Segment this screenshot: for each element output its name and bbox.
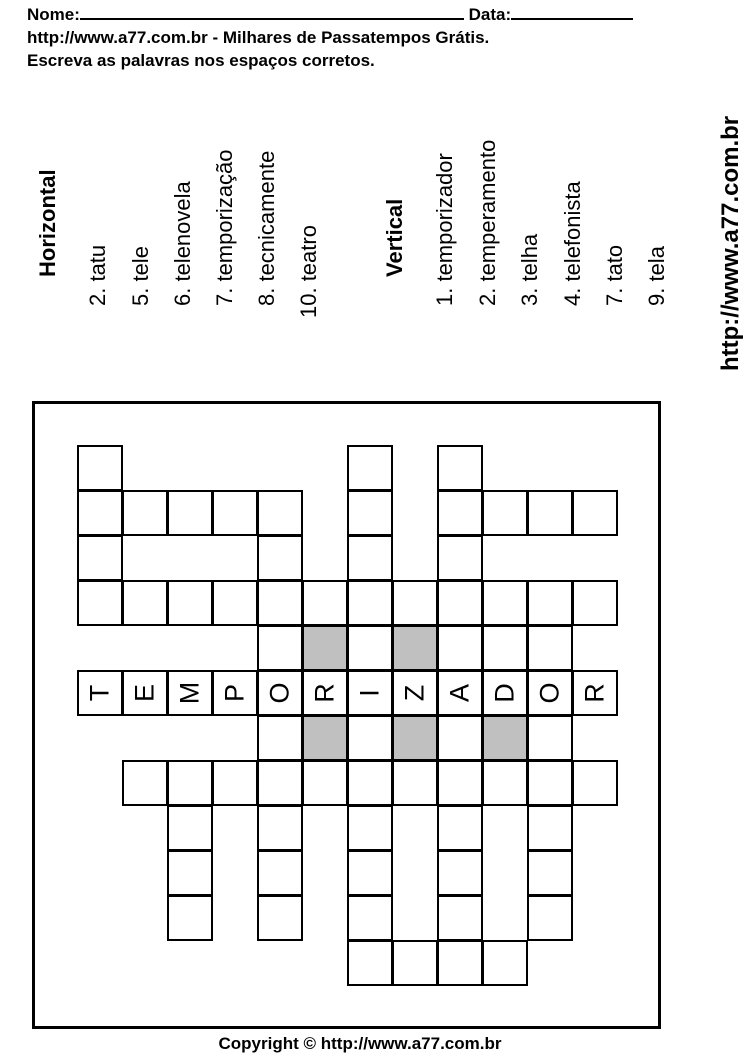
vertical-word-1: 1. temporizador xyxy=(432,153,457,306)
vertical-word-5: 7. tato xyxy=(602,244,627,306)
crossword-cell[interactable] xyxy=(122,760,168,806)
crossword-cell[interactable] xyxy=(77,445,123,491)
horizontal-word-5: 8. tecnicamente xyxy=(254,150,279,306)
crossword-cell[interactable] xyxy=(392,670,438,716)
vertical-word-4: 4. telefonista xyxy=(560,181,585,306)
crossword-cell[interactable] xyxy=(347,760,393,806)
crossword-cell[interactable] xyxy=(392,715,438,761)
crossword-cell[interactable] xyxy=(347,580,393,626)
crossword-cell[interactable] xyxy=(572,670,618,716)
side-url: http://www.a77.com.br xyxy=(717,115,744,371)
horizontal-word-6: 10. teatro xyxy=(296,225,321,318)
crossword-cell[interactable] xyxy=(122,580,168,626)
horizontal-word-1: 2. tatu xyxy=(85,244,110,306)
crossword-cell[interactable] xyxy=(167,895,213,941)
crossword-cell[interactable] xyxy=(527,580,573,626)
crossword-cell[interactable] xyxy=(257,625,303,671)
name-label: Nome: xyxy=(27,5,80,24)
crossword-cell[interactable] xyxy=(347,670,393,716)
site-line: http://www.a77.com.br - Milhares de Passatempos Grátis. xyxy=(27,28,490,47)
crossword-cell[interactable] xyxy=(122,490,168,536)
crossword-letter: I xyxy=(354,689,385,697)
crossword-cell[interactable] xyxy=(347,625,393,671)
crossword-letter: R xyxy=(579,683,610,703)
crossword-cell[interactable] xyxy=(302,580,348,626)
crossword-letter: M xyxy=(174,681,205,705)
crossword-letter: O xyxy=(264,682,295,704)
crossword-cell[interactable] xyxy=(437,760,483,806)
crossword-cell[interactable] xyxy=(437,535,483,581)
crossword-cell[interactable] xyxy=(437,715,483,761)
vertical-word-6: 9. tela xyxy=(644,246,669,306)
crossword-cell[interactable] xyxy=(257,580,303,626)
crossword-cell[interactable] xyxy=(212,670,258,716)
crossword-cell[interactable] xyxy=(302,715,348,761)
crossword-letter: Z xyxy=(399,684,430,702)
crossword-cell[interactable] xyxy=(302,670,348,716)
crossword-cell[interactable] xyxy=(257,670,303,716)
crossword-cell[interactable] xyxy=(302,625,348,671)
crossword-cell[interactable] xyxy=(77,670,123,716)
vertical-word-2: 2. temperamento xyxy=(475,139,500,306)
crossword-cell[interactable] xyxy=(527,625,573,671)
crossword-cell[interactable] xyxy=(572,760,618,806)
crossword-cell[interactable] xyxy=(392,760,438,806)
crossword-cell[interactable] xyxy=(257,895,303,941)
crossword-cell[interactable] xyxy=(257,490,303,536)
crossword-cell[interactable] xyxy=(482,760,528,806)
crossword-letter: R xyxy=(309,683,340,703)
crossword-cell[interactable] xyxy=(437,940,483,986)
crossword-cell[interactable] xyxy=(212,490,258,536)
crossword-cell[interactable] xyxy=(302,760,348,806)
crossword-cell[interactable] xyxy=(167,490,213,536)
crossword-cell[interactable] xyxy=(347,940,393,986)
crossword-cell[interactable] xyxy=(437,670,483,716)
crossword-cell[interactable] xyxy=(392,625,438,671)
crossword-cell[interactable] xyxy=(437,805,483,851)
crossword-cell[interactable] xyxy=(437,895,483,941)
crossword-cell[interactable] xyxy=(77,580,123,626)
crossword-cell[interactable] xyxy=(527,850,573,896)
crossword-cell[interactable] xyxy=(437,580,483,626)
crossword-cell[interactable] xyxy=(482,940,528,986)
crossword-cell[interactable] xyxy=(572,490,618,536)
crossword-cell[interactable] xyxy=(167,850,213,896)
crossword-letter: D xyxy=(489,683,520,703)
crossword-letter: E xyxy=(129,683,160,703)
crossword-letter: O xyxy=(534,682,565,704)
crossword-cell[interactable] xyxy=(167,760,213,806)
crossword-cell[interactable] xyxy=(167,805,213,851)
crossword-cell[interactable] xyxy=(392,580,438,626)
instruction-line: Escreva as palavras nos espaços corretos. xyxy=(27,51,375,70)
crossword-cell[interactable] xyxy=(482,625,528,671)
crossword-cell[interactable] xyxy=(482,670,528,716)
vertical-word-3: 3. telha xyxy=(517,233,542,306)
crossword-cell[interactable] xyxy=(347,715,393,761)
crossword-cell[interactable] xyxy=(347,445,393,491)
crossword-letter: A xyxy=(444,683,475,703)
crossword-letter: P xyxy=(219,683,250,703)
crossword-cell[interactable] xyxy=(77,535,123,581)
crossword-cell[interactable] xyxy=(167,580,213,626)
copyright: Copyright © http://www.a77.com.br xyxy=(218,1034,502,1053)
crossword-cell[interactable] xyxy=(527,805,573,851)
horizontal-word-3: 6. telenovela xyxy=(170,181,195,306)
crossword-cell[interactable] xyxy=(212,760,258,806)
crossword-cell[interactable] xyxy=(572,580,618,626)
crossword-cell[interactable] xyxy=(527,715,573,761)
crossword-cell[interactable] xyxy=(257,715,303,761)
crossword-cell[interactable] xyxy=(257,760,303,806)
crossword-cell[interactable] xyxy=(257,805,303,851)
crossword-cell[interactable] xyxy=(437,625,483,671)
crossword-cell[interactable] xyxy=(257,535,303,581)
crossword-cell[interactable] xyxy=(347,490,393,536)
horizontal-word-2: 5. tele xyxy=(128,246,153,306)
crossword-cell[interactable] xyxy=(527,895,573,941)
crossword-cell[interactable] xyxy=(437,850,483,896)
crossword-cell[interactable] xyxy=(347,895,393,941)
crossword-cell[interactable] xyxy=(257,850,303,896)
crossword-cell[interactable] xyxy=(392,940,438,986)
crossword-cell[interactable] xyxy=(167,670,213,716)
crossword-cell[interactable] xyxy=(437,490,483,536)
crossword-cell[interactable] xyxy=(527,760,573,806)
crossword-cell[interactable] xyxy=(482,490,528,536)
crossword-letter: T xyxy=(84,684,115,702)
horizontal-title: Horizontal xyxy=(35,169,60,277)
crossword-cell[interactable] xyxy=(347,850,393,896)
crossword-cell[interactable] xyxy=(482,580,528,626)
date-label: Data: xyxy=(468,5,512,24)
vertical-title: Vertical xyxy=(382,198,407,277)
crossword-cell[interactable] xyxy=(482,715,528,761)
crossword-cell[interactable] xyxy=(347,535,393,581)
crossword-cell[interactable] xyxy=(77,490,123,536)
crossword-cell[interactable] xyxy=(527,490,573,536)
crossword-cell[interactable] xyxy=(347,805,393,851)
crossword-cell[interactable] xyxy=(437,445,483,491)
crossword-cell[interactable] xyxy=(212,580,258,626)
horizontal-word-4: 7. temporização xyxy=(212,149,237,306)
crossword-cell[interactable] xyxy=(122,670,168,716)
crossword-cell[interactable] xyxy=(527,670,573,716)
